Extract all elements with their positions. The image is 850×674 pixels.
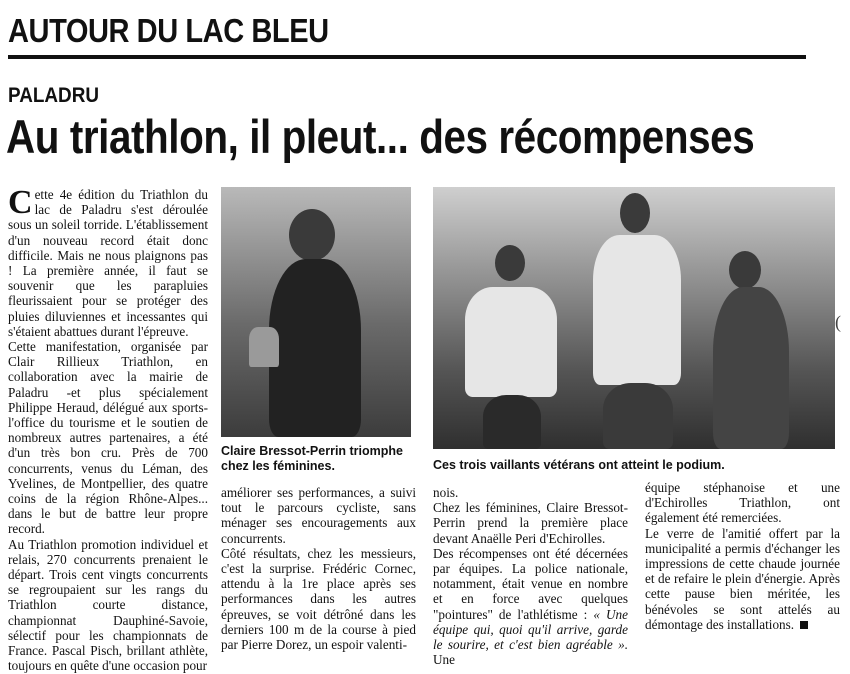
trophy-shape: [249, 327, 279, 367]
paragraph: Côté résultats, chez les messieurs, c'est la surprise. Frédéric Cornec, attendu à la 1re place après ses performances dans les autres épreuves, se voit détrôné dans les derniers 100 m de la course à pied par Pierre Dorez, un espoir valenti-: [221, 545, 416, 653]
photo-female-winner: [221, 187, 411, 437]
locality-label: PALADRU: [8, 84, 99, 107]
paragraph: [433, 546, 628, 668]
paragraph-text: Une: [433, 652, 455, 668]
paragraph-intro: [8, 184, 208, 339]
photo-figure-head: [620, 193, 650, 233]
photo-figure-head: [495, 245, 525, 281]
paragraph-text: ette 4e édition du Triathlon du lac de Paladru s'est déroulée sous un soleil torride. L'établissement d'un nouveau record était donc difficile. Mais ne nous plaignons pas ! La première année, il faut se souvenir que les parapluies fleurissaient pour se protéger des pluies diluviennes et incessantes qui s'étaient abattues durant l'épreuve.: [8, 187, 208, 339]
article-column-2: [221, 485, 416, 652]
paragraph-text: Des récompenses ont été décernées par équipes. La police nationale, notamment, était venue en nombre et en force avec quelques "pointures" de l'athlétisme :: [433, 545, 628, 622]
paragraph: nois.: [433, 485, 459, 500]
paragraph: [645, 526, 840, 632]
section-rule: [8, 55, 806, 59]
margin-mark: (: [835, 312, 841, 332]
article-column-4: [645, 480, 840, 632]
photo-figure-shirt: [465, 287, 557, 397]
drop-cap: C: [8, 184, 33, 221]
photo-figure-body: [713, 287, 789, 449]
photo-figure-shirt: [593, 235, 681, 385]
paragraph: équipe stéphanoise et une d'Echirolles Triathlon, ont également été remerciées.: [645, 480, 840, 526]
photo-figure-legs: [603, 383, 673, 449]
end-of-article-mark: [800, 621, 808, 629]
photo-caption: Ces trois vaillants vétérans ont atteint le podium.: [433, 458, 725, 472]
article-headline: Au triathlon, il pleut... des récompenses: [6, 110, 755, 163]
article-column-3: [433, 485, 628, 667]
paragraph: Chez les féminines, Claire Bressot-Perrin prend la première place devant Anaëlle Peri d'Echirolles.: [433, 500, 628, 546]
article-column-1: [8, 184, 208, 674]
photo-figure-head: [289, 209, 335, 261]
quote-text: « Une équipe qui, quoi qu'il arrive, garde le sourire, et c'est bien agréable ».: [433, 606, 628, 653]
photo-podium-veterans: [433, 187, 835, 449]
photo-figure-legs: [483, 395, 541, 449]
paragraph: améliorer ses performances, a suivi tout le parcours cycliste, sans ménager ses encouragements aux concurrents.: [221, 485, 416, 546]
paragraph: Au Triathlon promotion individuel et relais, 270 concurrents prenaient le départ. Trois cent vingts concurrents se regroupaient sur les rangs du Triathlon courte distance, championnat Dauphiné-Savoie, sélectif pour les championnats de France. Pascal Pisch, brillant athlète, toujours en quête d'une occasion pour: [8, 536, 208, 674]
paragraph-text: Le verre de l'amitié offert par la municipalité a permis d'échanger les impressions de cette chaude journée et de refaire le plein d'énergie. Après cette pause bien méritée, les bénévoles se sont attelés au démontage des installations.: [645, 525, 840, 632]
photo-caption: Claire Bressot-Perrin triomphe chez les féminines.: [221, 444, 403, 473]
photo-figure-head: [729, 251, 761, 289]
section-kicker: AUTOUR DU LAC BLEU: [8, 12, 329, 49]
paragraph: Cette manifestation, organisée par Clair Rillieux Triathlon, en collaboration avec la mairie de Paladru -et plus spécialement Philippe Heraud, délégué aux sports- l'office du tourisme et le soutien de nombreux autres partenaires, a été d'un très bon cru. Près de 700 concurrents, venus du Léman, des Yvelines, de Montpellier, des quatre coins de la région Rhône-Alpes... dans le but de battre leur propre record.: [8, 339, 208, 537]
photo-figure-body: [269, 259, 361, 437]
